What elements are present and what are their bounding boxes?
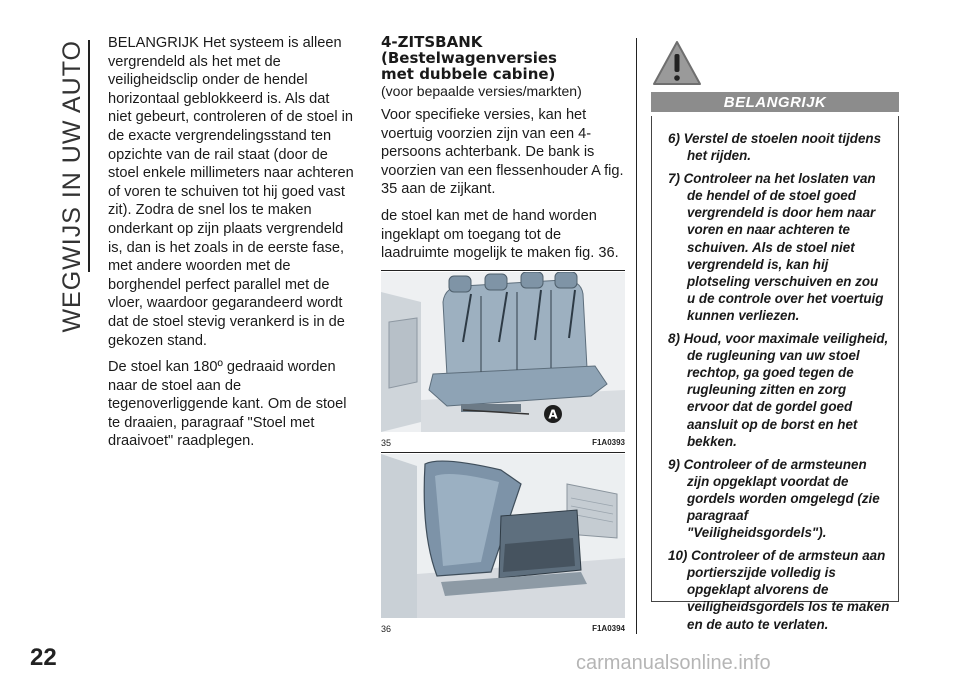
watermark: carmanualsonline.info	[576, 652, 771, 674]
figure-36-caption	[381, 624, 625, 634]
heading-line: met dubbele cabine)	[381, 65, 556, 83]
figure-36-image	[381, 454, 625, 618]
paragraph: de stoel kan met de hand worden ingeklapt om toegang tot de laadruimte mogelijk te maken fig. 36.	[381, 207, 619, 262]
warning-item: 6) Verstel de stoelen nooit tijdens het rijden.	[668, 131, 882, 164]
paragraph: Voor specifieke versies, kan het voertuig voorzien zijn van een 4-persoons achterbank. De bank is voorzien van een flessenhouder A fig. 35 aan de zijkant.	[381, 107, 624, 198]
warning-item: 10) Controleer of de armsteun aan portierszijde volledig is opgeklapt alvorens de veiligheidsgordels los te maken en de auto te verlaten.	[668, 548, 890, 632]
section-rule	[88, 40, 90, 272]
page-number: 22	[30, 644, 57, 671]
figure-35-image	[381, 272, 625, 432]
figure-number: 35	[381, 438, 392, 448]
warning-item: 8) Houd, voor maximale veiligheid, de rugleuning van uw stoel rechtop, ga goed tegen de rugleuning zitten en zorg ervoor dat de gordel goed aansluit op de borst en het bekken.	[668, 331, 889, 449]
figure-rule	[381, 452, 625, 453]
warning-item: 7) Controleer na het loslaten van de hendel of de stoel goed vergrendeld is door hem naar voren en naar achteren te schuiven. Als de stoel niet vergrendeld is, kan hij plotseling verschuiven en zou u de controle over het voertuig kunnen verliezen.	[668, 171, 884, 323]
section-title-text: WEGWIJS IN UW AUTO	[57, 40, 86, 333]
warning-title-bar	[651, 92, 899, 112]
folded-seat-illustration	[381, 454, 625, 618]
callout-a-label: A	[548, 407, 558, 422]
column-middle	[381, 34, 627, 271]
figure-35-caption	[381, 438, 625, 448]
section-heading	[381, 34, 627, 82]
paragraph: De stoel kan 180º gedraaid worden naar de stoel aan de tegenoverliggende kant. Om de stoel te draaien, paragraaf "Stoel met draaivoet" raadplegen.	[108, 359, 347, 450]
paragraph: BELANGRIJK Het systeem is alleen vergrendeld als het met de veiligheidsclip onder de hendel horizontaal geblokkeerd is. Als dat niet gebeurt, controleren of de stoel in de exacte vergrendelingsstand ten opzichte van de rail staat (door de stoel enkele millimeters naar achteren of voren te schuiven tot hij goed vast zit). Zodra de snel los te maken onderkant op zijn plaats vergrendeld is, dan is het zoals in de eerste fase, met andere woorden met de borghendel perfect parallel met de vloer, waardoor gegarandeerd wordt dat de stoel stevig verankerd is in de gekozen stand.	[108, 35, 354, 349]
warning-list	[652, 116, 898, 633]
column-divider	[636, 38, 637, 634]
column-left	[108, 34, 356, 459]
bench-seat-illustration	[381, 272, 625, 432]
warning-triangle-icon	[651, 38, 703, 90]
heading-line: (Bestelwagenversies	[381, 49, 557, 67]
figure-number: 36	[381, 624, 392, 634]
warning-title: BELANGRIJK	[723, 93, 827, 111]
heading-line: 4-ZITSBANK	[381, 33, 483, 51]
warning-item: 9) Controleer of de armsteunen zijn opgeklapt voordat de gordels worden omgelegd (zie paragraaf "Veiligheidsgordels").	[668, 456, 880, 541]
figure-rule	[381, 270, 625, 271]
section-title	[52, 40, 92, 333]
section-subheading: (voor bepaalde versies/markten)	[381, 83, 582, 99]
figure-code: F1A0393	[592, 438, 625, 447]
warning-box	[651, 116, 899, 632]
figure-code: F1A0394	[592, 624, 625, 633]
